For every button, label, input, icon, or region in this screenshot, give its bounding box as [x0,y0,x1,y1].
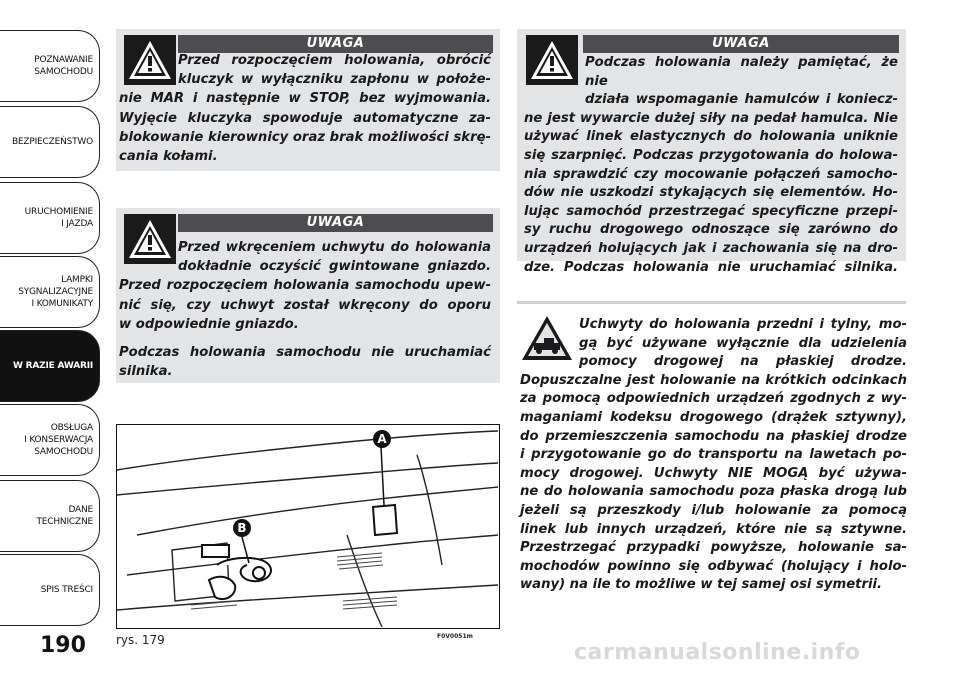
text-line: za pomocą odpowiednich urządzeń zgodnych z wy- [520,391,907,407]
tab-w-razie-awarii[interactable]: W RAZIE AWARII [0,330,100,402]
text-line: dów nie uszkodzi stykających się elementów. Ho- [524,185,898,201]
warning-heading: UWAGA [178,35,493,53]
text-line: ne do holowania samochodu poza płaska drogą lub [520,484,907,500]
text-line: linek lub innych urządzeń, które nie są sztywne. [520,521,907,537]
text-line: działa wspomaganie hamulców i koniecz- [585,92,898,108]
tab-dane-techniczne[interactable]: DANE TECHNICZNE [0,480,100,552]
towing-note [520,316,907,595]
text-line: nie MAR i następnie w STOP, bez wyjmowania. [119,91,491,107]
text-line: jeżeli są przeszkody i/lub holowanie za pomocą [520,502,907,518]
text-line: wany) na ile to możliwe w tej samej osi symetrii. [520,577,883,593]
text-line: nia sprawdzić czy mocowanie połączeń samocho- [524,166,898,182]
text-line: mocy drogowej. Uchwyty NIE MOGĄ być używa- [520,465,907,481]
warning-box-tow-hook [116,208,500,383]
text-line: się szarpnięć. Podczas przygotowania do holowa- [524,147,898,163]
text-line: gą być używane wyłącznie dla udzielenia [579,335,907,351]
text-line: w odpowiednie gniazdo. [119,316,299,332]
figure-caption: rys. 179 [116,633,165,647]
watermark: carmanualsonline.info [574,640,861,665]
text-line: Przed rozpoczęciem holowania samochodu upew- [119,278,491,294]
text-line: lując samochód przestrzegać specyficzne przepi- [524,203,898,219]
warning-text [517,54,898,277]
warning-heading: UWAGA [178,214,493,232]
text-line: używać linek elastycznych do holowania uniknie [524,129,898,145]
text-line: Podczas holowania należy pamiętać, że nie [585,55,898,89]
text-line: kluczyk w wyłączniku zapłonu w położe- [178,72,491,88]
text-line: Dopuszczalne jest holowanie na krótkich odcinkach [520,372,907,388]
warning-text [116,51,491,166]
tab-obsluga-i-konserwacja[interactable]: OBSŁUGA I KONSERWACJA SAMOCHODU [0,404,100,476]
text-line: i przygotowanie go do transportu na lawetach po- [520,447,907,463]
tab-poznawanie-samochodu[interactable]: POZNAWANIE SAMOCHODU [0,30,100,102]
tab-uruchomienie-i-jazda[interactable]: URUCHOMIENIE I JAZDA [0,182,100,254]
text-line: urządzeń holujących jak i zachowania się na dro- [524,240,898,256]
warning-box-ignition [116,29,500,171]
text-line: sy ruchu drogowego odnoszące się zarówno do [524,222,898,238]
text-line: Wyjęcie kluczyka spowoduje automatyczne za- [119,110,491,126]
text-line: nić się, czy uchwyt został wkręcony do oporu [119,297,491,313]
text-line: do przemieszczenia samochodu na płaskiej drodze [520,428,907,444]
text-line: Przed wkręceniem uchwytu do holowania [178,240,491,255]
bumper-drawing [117,425,498,627]
page-number: 190 [40,633,86,658]
text-line: mochodów powinno się odbywać (holujący i holo- [520,558,907,574]
warning-text [116,238,491,381]
tab-lampki-sygnalizacyjne[interactable]: LAMPKI SYGNALIZACYJNE I KOMUNIKATY [0,256,100,328]
warning-heading: UWAGA [583,35,899,53]
divider [517,301,906,304]
tow-hook-illustration [116,424,500,629]
marker-a: A [373,430,391,448]
text-line: Uchwyty do holowania przedni i tylny, mo- [579,317,907,332]
text-line: Przestrzegać przypadki powyższe, holowanie sa- [520,540,907,556]
text-line: pomocy drogowej na płaskiej drodze. [579,354,907,370]
text-line: cania kołami. [119,149,218,165]
figure-code: F0V0051m [437,633,473,640]
text-line: Podczas holowania samochodu nie uruchamiać [119,345,491,361]
tab-bezpieczenstwo[interactable]: BEZPIECZEŃSTWO [0,106,100,178]
text-line: blokowanie kierownicy oraz brak możliwości skrę- [119,129,491,145]
text-line: dze. Podczas holowania nie uruchamiać silnika. [524,259,898,275]
tab-spis-tresci[interactable]: SPIS TREŚCI [0,554,100,626]
text-line: silnika. [119,364,173,380]
text-line: dokładnie oczyścić gwintowane gniazdo. [178,259,491,275]
text-line: maganiami kodeksu drogowego (drążek sztywny), [520,409,907,425]
marker-b: B [233,519,251,537]
text-line: ne jest wywarcie dużej siły na pedał hamulca. Nie [524,110,898,126]
text-line: Przed rozpoczęciem holowania, obrócić [178,53,491,68]
warning-box-towing [517,29,906,275]
